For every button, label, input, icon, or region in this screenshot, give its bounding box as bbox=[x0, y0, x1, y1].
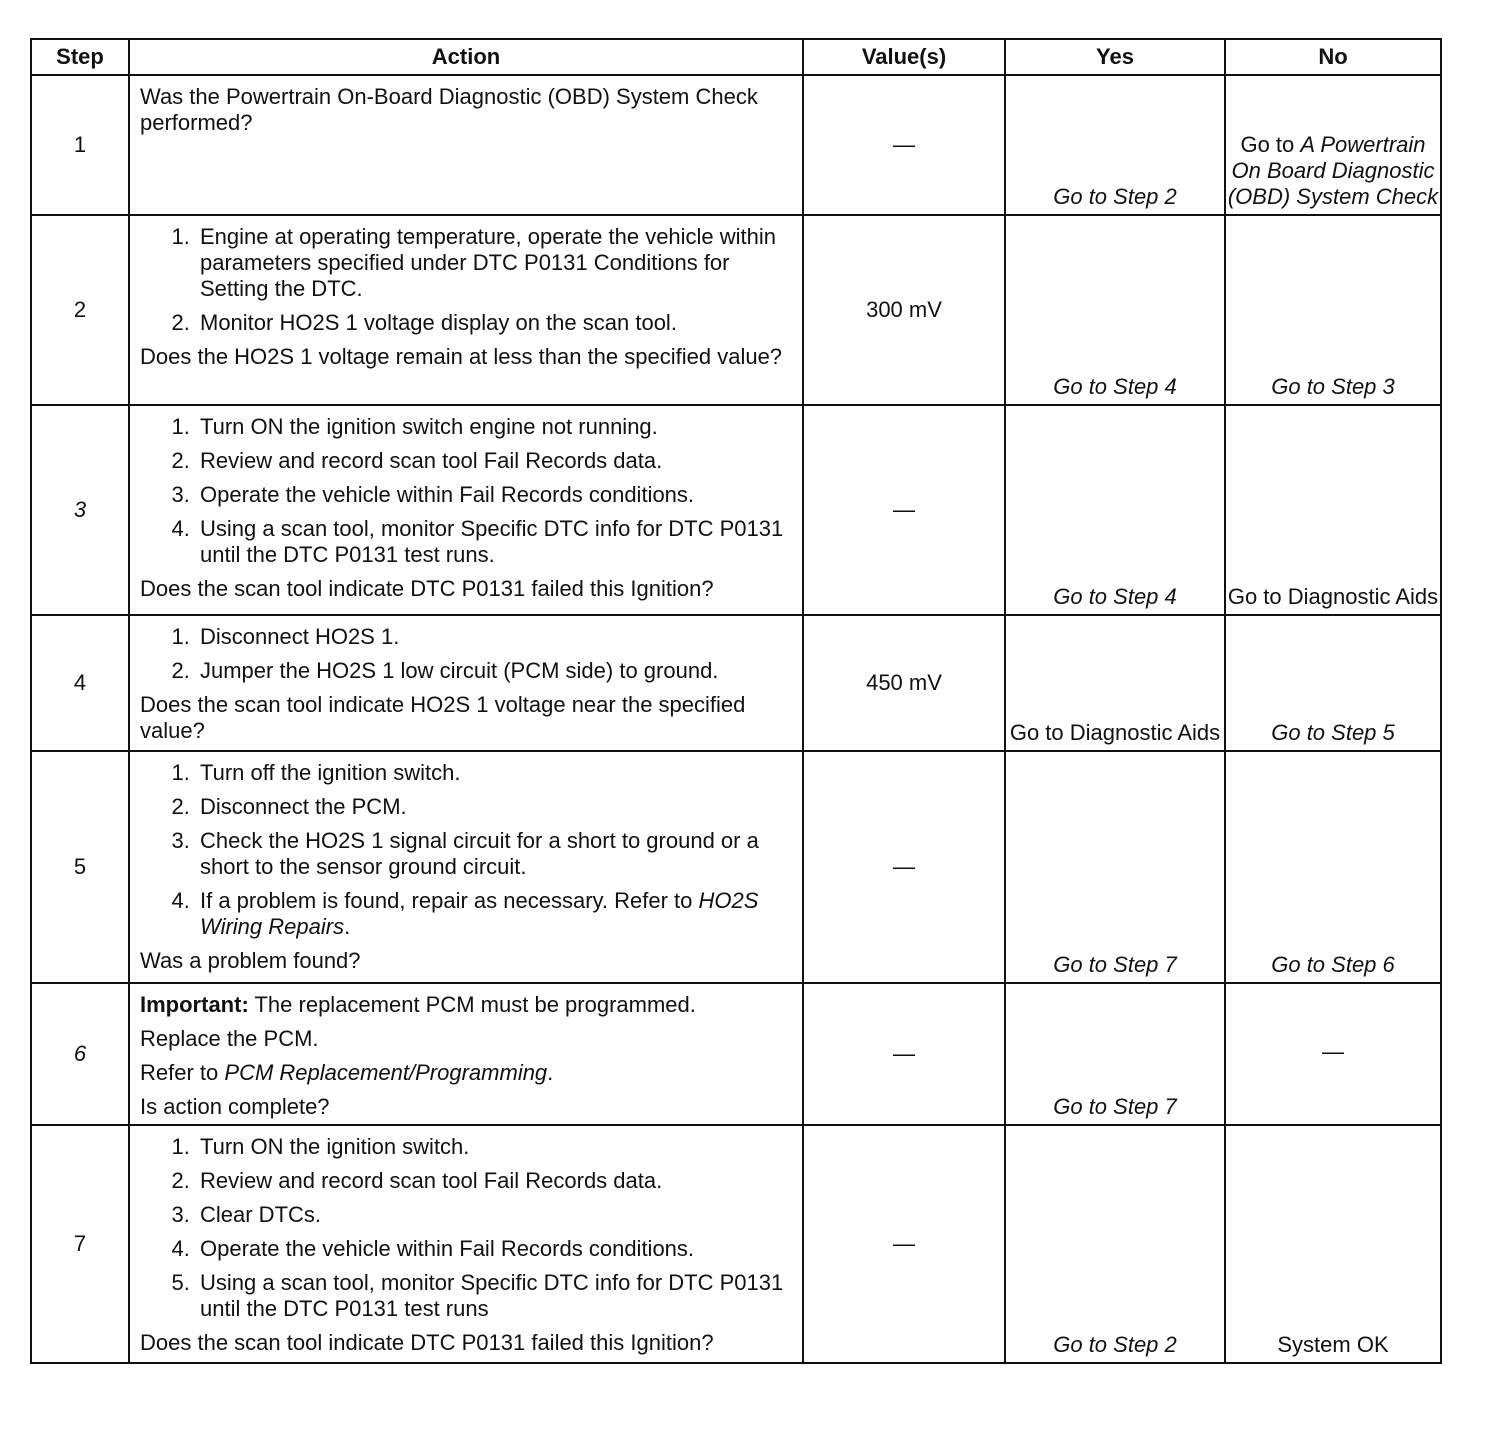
important-note bbox=[140, 992, 794, 1018]
action-item: 1. Disconnect HO2S 1. bbox=[196, 624, 794, 650]
no-link: A Powertrain On Board Diagnostic (OBD) System Check bbox=[1227, 132, 1439, 209]
yes-cell: Go to Step 7 bbox=[1005, 983, 1225, 1125]
yes-cell: Go to Step 4 bbox=[1005, 215, 1225, 405]
yes-cell: Go to Step 4 bbox=[1005, 405, 1225, 615]
table-row bbox=[31, 405, 1441, 615]
yes-cell: Go to Step 2 bbox=[1005, 75, 1225, 215]
action-steps bbox=[140, 224, 794, 336]
table-row bbox=[31, 983, 1441, 1125]
action-cell bbox=[129, 215, 803, 405]
table-row bbox=[31, 215, 1441, 405]
no-cell: Go to Step 5 bbox=[1225, 615, 1441, 751]
action-item: 2. Disconnect the PCM. bbox=[196, 794, 794, 820]
value-cell: 450 mV bbox=[803, 615, 1005, 751]
refer-line: Refer to PCM Replacement/Programming. bbox=[140, 1060, 554, 1085]
header-row bbox=[31, 39, 1441, 75]
no-cell: — bbox=[1225, 983, 1441, 1125]
action-item: 2. Monitor HO2S 1 voltage display on the scan tool. bbox=[196, 310, 794, 336]
value-cell: — bbox=[803, 405, 1005, 615]
action-question: Does the scan tool indicate HO2S 1 voltage near the specified value? bbox=[140, 692, 746, 743]
header-values: Value(s) bbox=[803, 39, 1005, 75]
action-question: Was the Powertrain On-Board Diagnostic (OBD) System Check performed? bbox=[140, 84, 758, 135]
action-item: 4. Using a scan tool, monitor Specific DTC info for DTC P0131 until the DTC P0131 test runs. bbox=[196, 516, 794, 568]
header-no: No bbox=[1225, 39, 1441, 75]
action-cell bbox=[129, 751, 803, 983]
step-number: 3 bbox=[31, 405, 129, 615]
action-item: 1. Turn ON the ignition switch. bbox=[196, 1134, 794, 1160]
diagnostic-table bbox=[30, 38, 1442, 1364]
header-yes: Yes bbox=[1005, 39, 1225, 75]
action-item-link: HO2S Wiring Repairs bbox=[200, 888, 759, 939]
table-row bbox=[31, 751, 1441, 983]
refer-link: PCM Replacement/Programming bbox=[224, 1060, 548, 1085]
value-cell: 300 mV bbox=[803, 215, 1005, 405]
action-item-text: If a problem is found, repair as necessary. Refer to bbox=[200, 888, 693, 913]
yes-cell: Go to Diagnostic Aids bbox=[1005, 615, 1225, 751]
action-steps bbox=[140, 760, 794, 940]
no-prefix: Go to bbox=[1240, 132, 1301, 157]
action-item: 5. Using a scan tool, monitor Specific DTC info for DTC P0131 until the DTC P0131 test runs bbox=[196, 1270, 794, 1322]
action-item: 3. Operate the vehicle within Fail Records conditions. bbox=[196, 482, 794, 508]
no-cell: Go to Step 3 bbox=[1225, 215, 1441, 405]
action-cell bbox=[129, 615, 803, 751]
action-item: 1. Turn ON the ignition switch engine not running. bbox=[196, 414, 794, 440]
action-item: 1. Engine at operating temperature, operate the vehicle within parameters specified under DTC P0131 Conditions for Setting the DTC. bbox=[196, 224, 794, 302]
action-question: Does the scan tool indicate DTC P0131 failed this Ignition? bbox=[140, 1330, 714, 1355]
no-cell: Go to Step 6 bbox=[1225, 751, 1441, 983]
step-number: 6 bbox=[31, 983, 129, 1125]
value-cell: — bbox=[803, 1125, 1005, 1363]
action-steps bbox=[140, 1134, 794, 1322]
action-line: Replace the PCM. bbox=[140, 1026, 319, 1051]
step-number: 2 bbox=[31, 215, 129, 405]
action-question: Is action complete? bbox=[140, 1094, 330, 1119]
table-row bbox=[31, 615, 1441, 751]
action-item: 3. Check the HO2S 1 signal circuit for a short to ground or a short to the sensor ground circuit. bbox=[196, 828, 794, 880]
action-item: 3. Clear DTCs. bbox=[196, 1202, 794, 1228]
step-number: 4 bbox=[31, 615, 129, 751]
action-item: 1. Turn off the ignition switch. bbox=[196, 760, 794, 786]
action-steps bbox=[140, 624, 794, 684]
important-text: The replacement PCM must be programmed. bbox=[254, 992, 696, 1017]
action-question: Does the scan tool indicate DTC P0131 failed this Ignition? bbox=[140, 576, 714, 601]
action-item: 2. Jumper the HO2S 1 low circuit (PCM side) to ground. bbox=[196, 658, 794, 684]
step-number: 5 bbox=[31, 751, 129, 983]
action-item: 4. Operate the vehicle within Fail Records conditions. bbox=[196, 1236, 794, 1262]
no-cell: System OK bbox=[1225, 1125, 1441, 1363]
important-label: Important: bbox=[140, 992, 249, 1017]
action-question: Was a problem found? bbox=[140, 948, 361, 973]
header-step: Step bbox=[31, 39, 129, 75]
refer-text: Refer to bbox=[140, 1060, 219, 1085]
no-cell bbox=[1225, 75, 1441, 215]
header-action: Action bbox=[129, 39, 803, 75]
table-row bbox=[31, 75, 1441, 215]
value-cell: — bbox=[803, 983, 1005, 1125]
table-row bbox=[31, 1125, 1441, 1363]
action-cell bbox=[129, 75, 803, 215]
action-steps bbox=[140, 414, 794, 568]
value-cell: — bbox=[803, 751, 1005, 983]
action-question: Does the HO2S 1 voltage remain at less than the specified value? bbox=[140, 344, 783, 369]
step-number: 1 bbox=[31, 75, 129, 215]
value-cell: — bbox=[803, 75, 1005, 215]
action-item: 4. If a problem is found, repair as necessary. Refer to HO2S Wiring Repairs. bbox=[196, 888, 794, 940]
yes-cell: Go to Step 7 bbox=[1005, 751, 1225, 983]
action-cell bbox=[129, 983, 803, 1125]
action-cell bbox=[129, 405, 803, 615]
action-item: 2. Review and record scan tool Fail Records data. bbox=[196, 1168, 794, 1194]
step-number: 7 bbox=[31, 1125, 129, 1363]
yes-cell: Go to Step 2 bbox=[1005, 1125, 1225, 1363]
action-item: 2. Review and record scan tool Fail Records data. bbox=[196, 448, 794, 474]
no-cell: Go to Diagnostic Aids bbox=[1225, 405, 1441, 615]
action-cell bbox=[129, 1125, 803, 1363]
